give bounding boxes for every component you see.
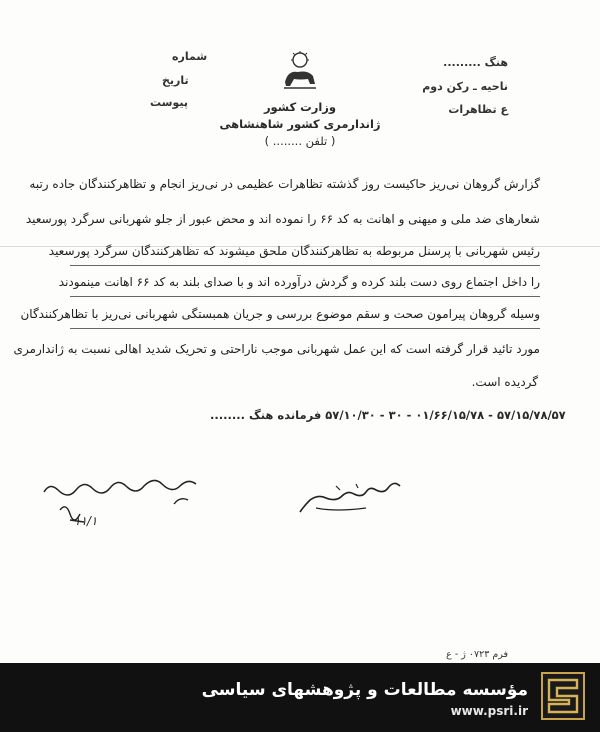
underline-3	[70, 328, 540, 329]
lion-and-sun-emblem	[280, 50, 320, 92]
institute-url: www.psri.ir	[450, 704, 528, 718]
subject-label: ع تظاهرات	[448, 103, 508, 116]
region-label: ناحیه ـ رکن دوم	[422, 80, 508, 93]
margin-handwritten-note	[40, 470, 200, 532]
regiment-label: هنگ .........	[443, 56, 508, 69]
number-label: شماره	[172, 50, 208, 63]
underline-2	[70, 296, 540, 297]
date-label: تاریخ	[162, 74, 189, 87]
gendarmerie-title: ژاندارمری کشور شاهنشاهی	[219, 117, 381, 131]
body-line-5: وسیله گروهان پیرامون صحت و سقم موضوع بررسی و جریان همبستگی شهربانی نی‌ریز با تظاهرکنندگان	[20, 307, 540, 321]
institute-logo-icon	[541, 672, 585, 720]
commander-signature	[296, 478, 406, 518]
phone-line: ( تلفن ........ )	[264, 134, 336, 148]
underline-1	[70, 265, 540, 266]
body-line-7: گردیده است.	[471, 375, 538, 389]
body-line-4: را داخل اجتماع روی دست بلند کرده و گردش درآورده اند و با صدای بلند به کد ۶۶ اهانت مینمودند	[58, 275, 540, 289]
form-code: فرم ۰۷۲۳ ژ - ع	[446, 649, 508, 660]
attachment-label: پیوست	[150, 96, 188, 109]
body-line-2: شعارهای ضد ملی و میهنی و اهانت به کد ۶۶ را نموده اند و محض عبور از جلو شهربانی سرگرد پورسعید	[25, 212, 540, 226]
body-line-1: گزارش گروهان نی‌ریز حاکیست روز گذشته تظاهرات عظیمی در نی‌ریز انجام و تظاهرکنندگان جاده رتبه	[29, 177, 540, 191]
ministry-title: وزارت کشور	[263, 100, 337, 114]
institute-name: مؤسسه مطالعات و پژوهشهای سیاسی	[201, 680, 528, 700]
body-line-6: مورد تائید قرار گرفته است که این عمل شهربانی موجب ناراحتی و تحریک شدید اهالی نسبت به ژاندارمری	[13, 342, 540, 356]
margin-note-date: ۱۱/۱	[74, 514, 98, 528]
body-line-3: رئیس شهربانی با پرسنل مربوطه به تظاهرکنندگان ملحق میشوند که تظاهرکنندگان سرگرد پورسعید	[48, 244, 540, 258]
dispatch-line: ۵۷/۱۵/۷۸/۵۷ - ۰۱/۶۶/۱۵/۷۸ - ۳۰ - ۵۷/۱۰/۳۰ فرمانده هنگ ........	[210, 408, 566, 422]
